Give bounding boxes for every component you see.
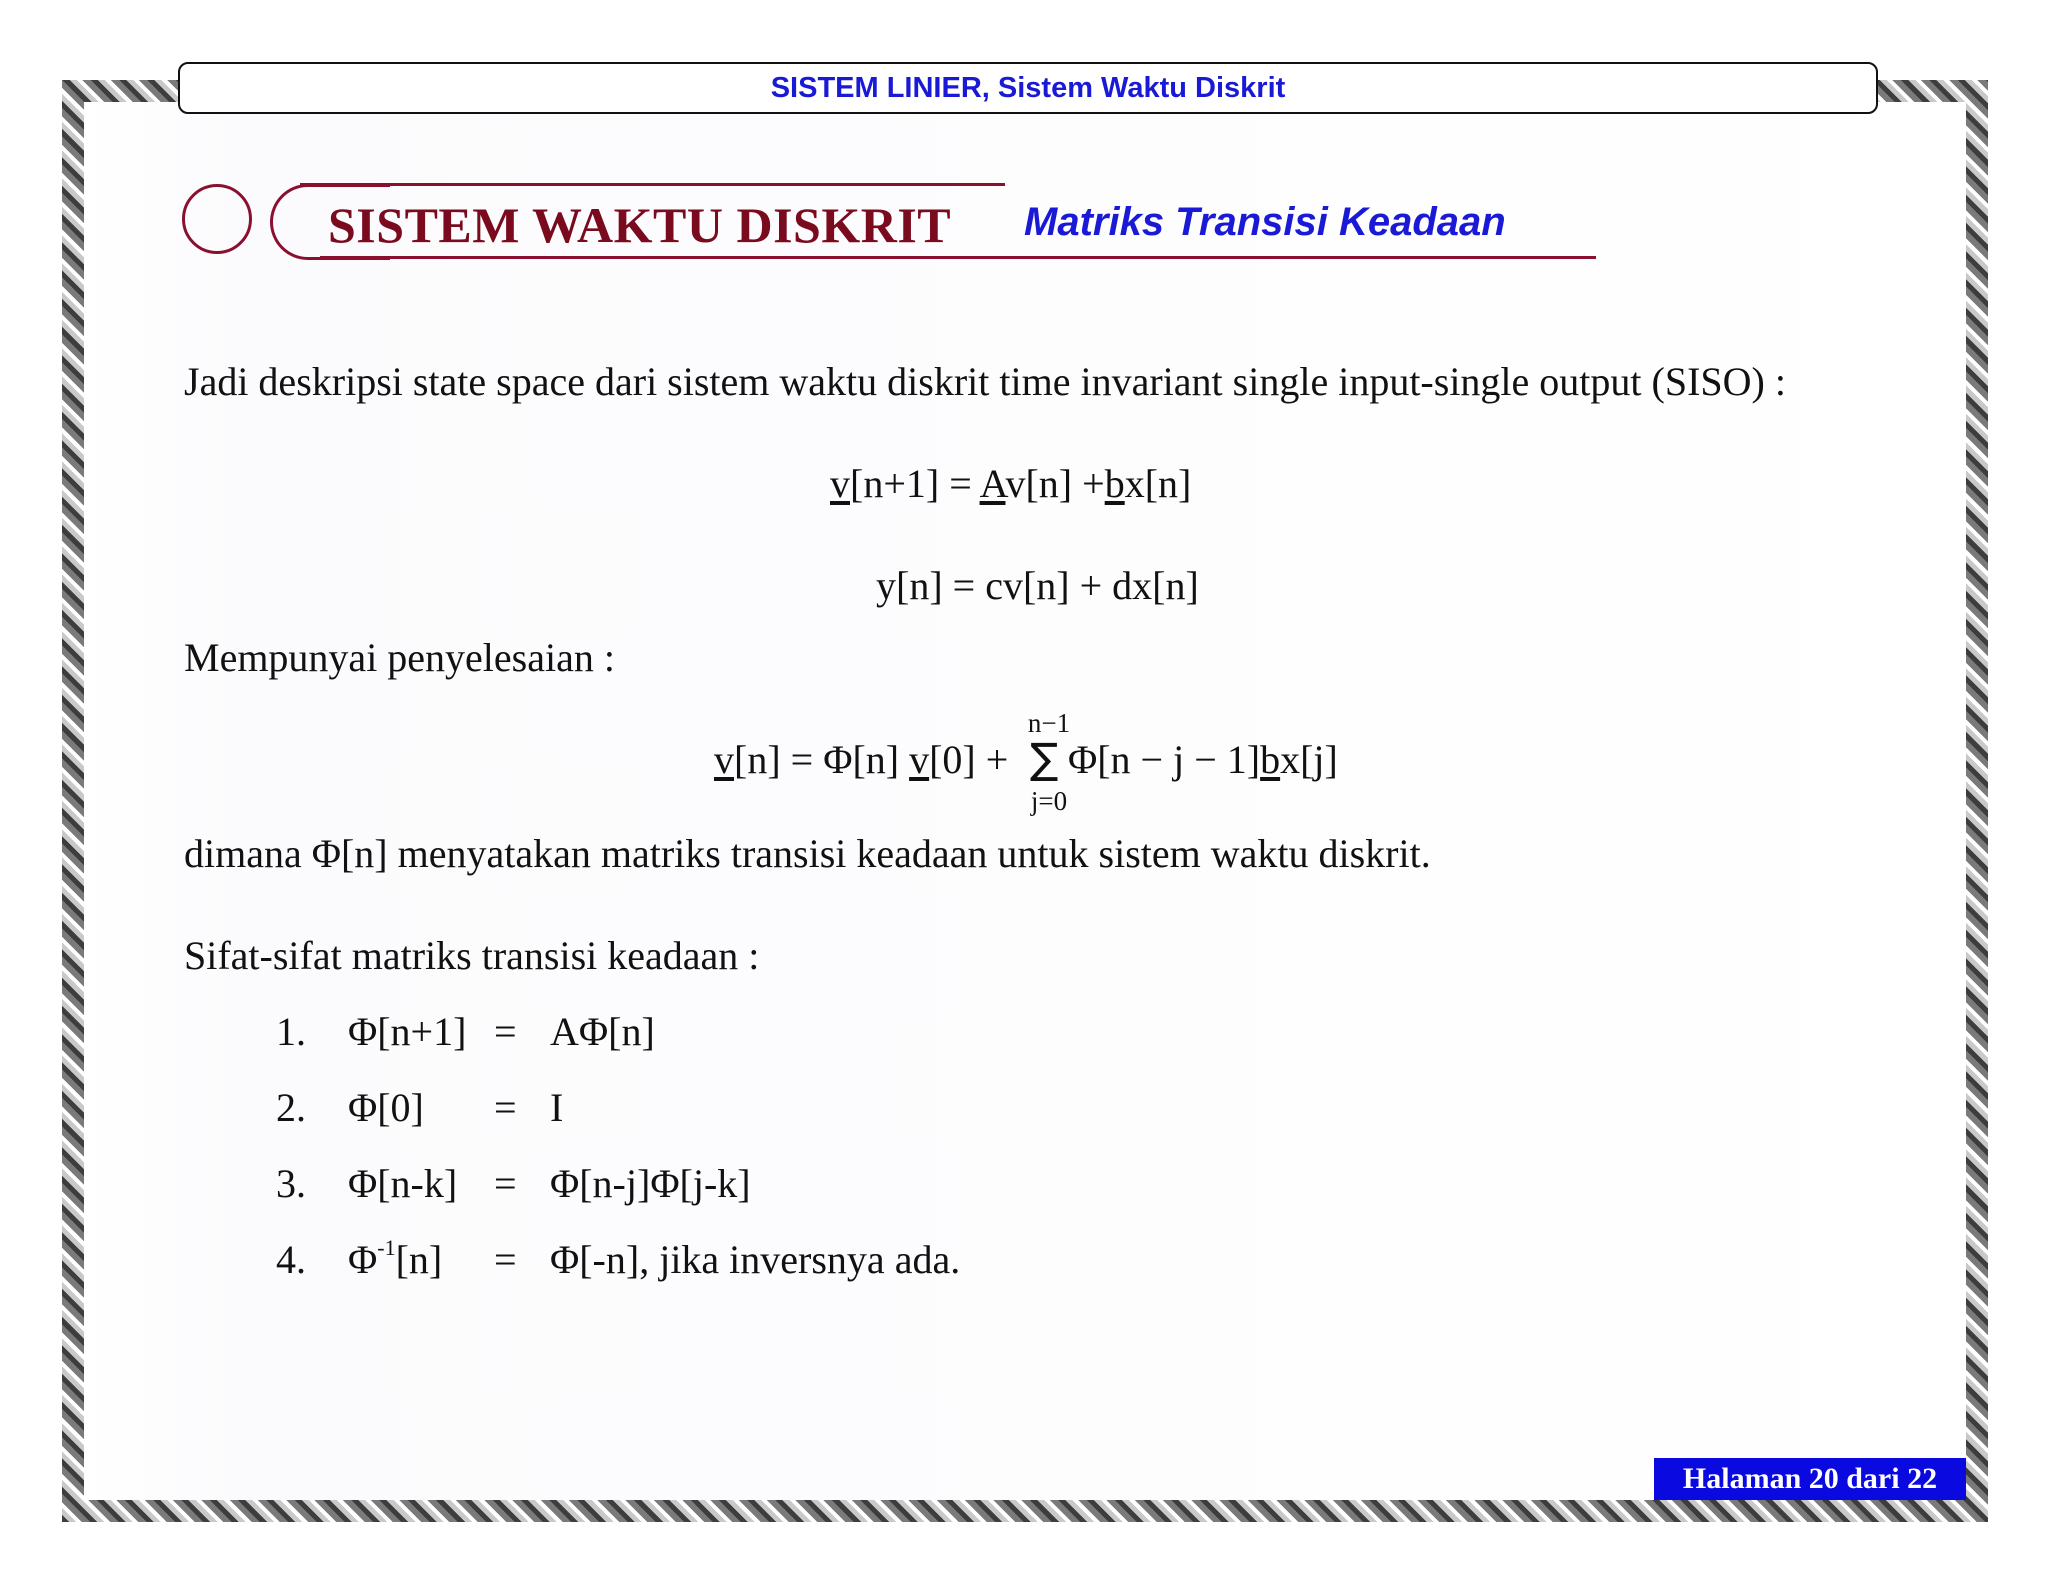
- property-eq: =: [494, 1237, 517, 1282]
- title-top-rule: [300, 183, 1005, 186]
- property-lhs: Φ[n+1]: [348, 1009, 467, 1054]
- vector-b: b: [1104, 461, 1125, 506]
- property-num: 1.: [276, 1009, 306, 1054]
- matrix-A: A: [979, 461, 1006, 506]
- title-bottom-rule: [320, 256, 1596, 259]
- phi-symbol: Φ: [348, 1237, 378, 1282]
- page-number-badge: [1654, 1458, 1966, 1500]
- property-lhs: Φ[n-k]: [348, 1161, 458, 1206]
- solution-part1: [n] = Φ[n]: [734, 737, 910, 782]
- solution-v2: v: [909, 737, 930, 782]
- state-vector-v: v: [830, 461, 850, 506]
- slide-title: SISTEM WAKTU DISKRIT: [328, 197, 952, 253]
- sum-upper-limit: n−1: [1027, 708, 1071, 738]
- state-eq-lhs: [n+1] =: [850, 461, 980, 506]
- solution-part4: x[j]: [1280, 737, 1338, 782]
- property-rhs: AΦ[n]: [550, 1009, 655, 1054]
- where-paragraph: dimana Φ[n] menyatakan matriks transisi keadaan untuk sistem waktu diskrit.: [184, 831, 1431, 876]
- header-title: SISTEM LINIER, Sistem Waktu Diskrit: [770, 71, 1286, 104]
- state-eq-middle: v[n] +: [1005, 461, 1105, 506]
- property-rhs: Φ[-n], jika inversnya ada.: [550, 1237, 961, 1282]
- phi-index: [n]: [395, 1237, 443, 1282]
- header-bar: [178, 62, 1878, 114]
- solution-equation-right: [1068, 736, 1338, 783]
- property-rhs: Φ[n-j]Φ[j-k]: [550, 1161, 751, 1206]
- property-lhs: Φ[0]: [348, 1085, 424, 1130]
- property-lhs: [348, 1236, 442, 1283]
- sum-symbol: ∑: [1030, 734, 1059, 783]
- solution-equation-left: [714, 736, 1008, 783]
- property-eq: =: [494, 1009, 517, 1054]
- property-eq: =: [494, 1085, 517, 1130]
- solution-v1: v: [714, 737, 734, 782]
- solution-part3: Φ[n − j − 1]: [1068, 737, 1261, 782]
- property-eq: =: [494, 1161, 517, 1206]
- inverse-superscript: -1: [377, 1234, 396, 1260]
- page-number-text: Halaman 20 dari 22: [1682, 1462, 1938, 1495]
- output-equation: y[n] = cv[n] + dx[n]: [876, 563, 1199, 608]
- solution-b: b: [1260, 737, 1281, 782]
- title-circle-decoration: [182, 184, 252, 254]
- slide-subtitle: Matriks Transisi Keadaan: [1024, 200, 1506, 244]
- state-equation: [830, 460, 1191, 507]
- properties-title: Sifat-sifat matriks transisi keadaan :: [184, 933, 760, 978]
- property-num: 2.: [276, 1085, 306, 1130]
- property-rhs: I: [550, 1085, 564, 1130]
- solution-part2: [0] +: [929, 737, 1009, 782]
- intro-paragraph: Jadi deskripsi state space dari sistem waktu diskrit time invariant single input-single output (SISO) :: [184, 359, 1786, 404]
- property-num: 4.: [276, 1237, 306, 1282]
- solution-intro: Mempunyai penyelesaian :: [184, 635, 615, 680]
- state-eq-end: x[n]: [1124, 461, 1192, 506]
- sum-lower-limit: j=0: [1030, 786, 1068, 816]
- property-num: 3.: [276, 1161, 306, 1206]
